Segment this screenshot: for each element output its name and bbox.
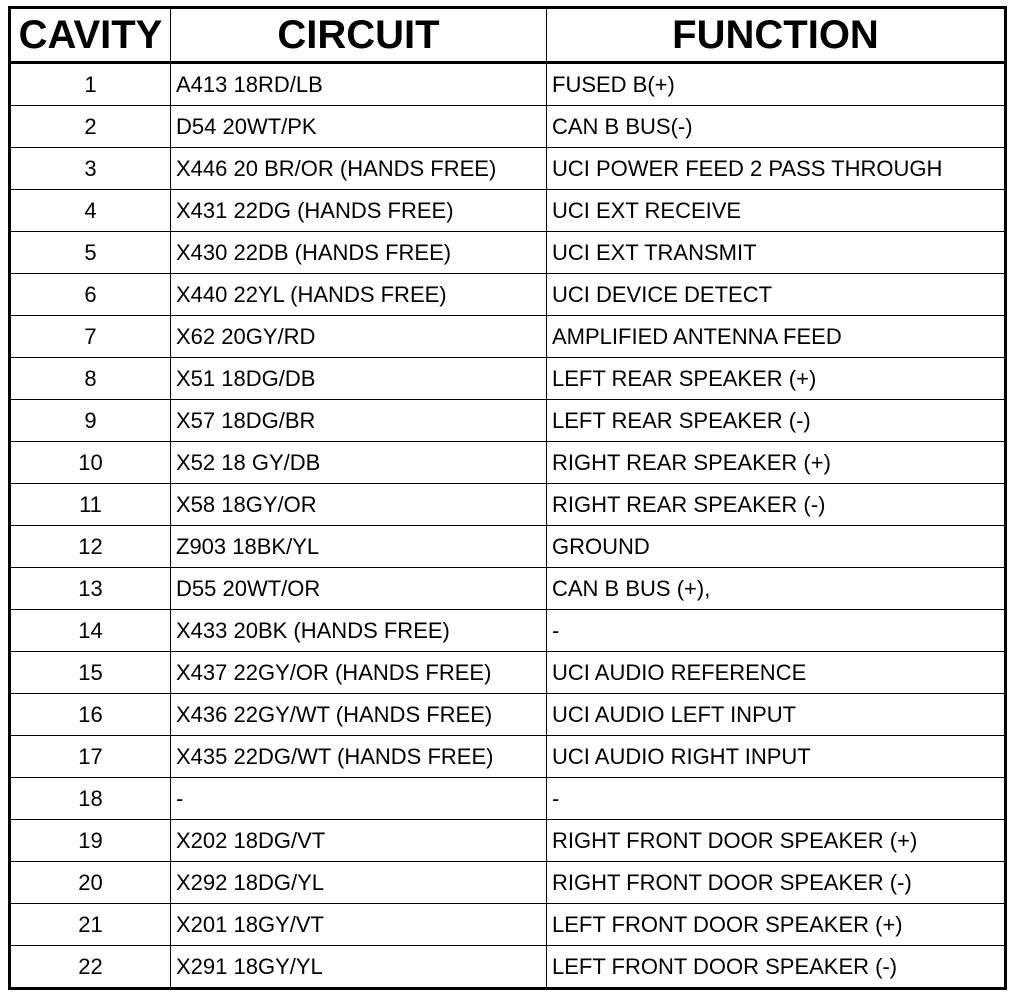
cavity-cell: 12 bbox=[10, 526, 171, 568]
cavity-cell: 9 bbox=[10, 400, 171, 442]
table-header bbox=[10, 8, 1006, 63]
cavity-cell: 3 bbox=[10, 148, 171, 190]
table-row bbox=[10, 316, 1006, 358]
function-cell: UCI AUDIO LEFT INPUT bbox=[547, 694, 1006, 736]
cavity-cell: 15 bbox=[10, 652, 171, 694]
cavity-cell: 18 bbox=[10, 778, 171, 820]
circuit-cell: X57 18DG/BR bbox=[171, 400, 547, 442]
cavity-cell: 19 bbox=[10, 820, 171, 862]
table-row bbox=[10, 694, 1006, 736]
cavity-cell: 7 bbox=[10, 316, 171, 358]
cavity-cell: 8 bbox=[10, 358, 171, 400]
circuit-cell: D54 20WT/PK bbox=[171, 106, 547, 148]
circuit-cell: X58 18GY/OR bbox=[171, 484, 547, 526]
circuit-cell: D55 20WT/OR bbox=[171, 568, 547, 610]
function-cell: LEFT FRONT DOOR SPEAKER (-) bbox=[547, 946, 1006, 989]
cavity-cell: 1 bbox=[10, 63, 171, 106]
circuit-cell: X202 18DG/VT bbox=[171, 820, 547, 862]
table-row bbox=[10, 232, 1006, 274]
function-cell: AMPLIFIED ANTENNA FEED bbox=[547, 316, 1006, 358]
table-row bbox=[10, 63, 1006, 106]
table-row bbox=[10, 442, 1006, 484]
function-cell: - bbox=[547, 610, 1006, 652]
cavity-cell: 6 bbox=[10, 274, 171, 316]
header-cavity: CAVITY bbox=[10, 8, 171, 63]
circuit-cell: X291 18GY/YL bbox=[171, 946, 547, 989]
table-row bbox=[10, 862, 1006, 904]
connector-pinout-table bbox=[8, 6, 1007, 990]
circuit-cell: X52 18 GY/DB bbox=[171, 442, 547, 484]
table-row bbox=[10, 526, 1006, 568]
circuit-cell: X292 18DG/YL bbox=[171, 862, 547, 904]
function-cell: UCI AUDIO REFERENCE bbox=[547, 652, 1006, 694]
table-row bbox=[10, 652, 1006, 694]
function-cell: UCI EXT RECEIVE bbox=[547, 190, 1006, 232]
table-row bbox=[10, 778, 1006, 820]
header-row bbox=[10, 8, 1006, 63]
cavity-cell: 4 bbox=[10, 190, 171, 232]
function-cell: RIGHT FRONT DOOR SPEAKER (+) bbox=[547, 820, 1006, 862]
circuit-cell: A413 18RD/LB bbox=[171, 63, 547, 106]
cavity-cell: 21 bbox=[10, 904, 171, 946]
circuit-cell: X51 18DG/DB bbox=[171, 358, 547, 400]
table-row bbox=[10, 736, 1006, 778]
circuit-cell: X436 22GY/WT (HANDS FREE) bbox=[171, 694, 547, 736]
circuit-cell: X201 18GY/VT bbox=[171, 904, 547, 946]
table-row bbox=[10, 946, 1006, 989]
circuit-cell: Z903 18BK/YL bbox=[171, 526, 547, 568]
function-cell: UCI DEVICE DETECT bbox=[547, 274, 1006, 316]
table-row bbox=[10, 484, 1006, 526]
circuit-cell: X437 22GY/OR (HANDS FREE) bbox=[171, 652, 547, 694]
function-cell: UCI EXT TRANSMIT bbox=[547, 232, 1006, 274]
circuit-cell: X62 20GY/RD bbox=[171, 316, 547, 358]
table-row bbox=[10, 274, 1006, 316]
table-row bbox=[10, 148, 1006, 190]
function-cell: - bbox=[547, 778, 1006, 820]
function-cell: LEFT FRONT DOOR SPEAKER (+) bbox=[547, 904, 1006, 946]
function-cell: RIGHT FRONT DOOR SPEAKER (-) bbox=[547, 862, 1006, 904]
cavity-cell: 16 bbox=[10, 694, 171, 736]
function-cell: CAN B BUS(-) bbox=[547, 106, 1006, 148]
table-row bbox=[10, 610, 1006, 652]
function-cell: FUSED B(+) bbox=[547, 63, 1006, 106]
table-body bbox=[10, 63, 1006, 989]
function-cell: RIGHT REAR SPEAKER (+) bbox=[547, 442, 1006, 484]
cavity-cell: 20 bbox=[10, 862, 171, 904]
function-cell: CAN B BUS (+), bbox=[547, 568, 1006, 610]
table-row bbox=[10, 106, 1006, 148]
function-cell: UCI AUDIO RIGHT INPUT bbox=[547, 736, 1006, 778]
cavity-cell: 11 bbox=[10, 484, 171, 526]
cavity-cell: 2 bbox=[10, 106, 171, 148]
table-row bbox=[10, 190, 1006, 232]
table-row bbox=[10, 358, 1006, 400]
table-row bbox=[10, 904, 1006, 946]
cavity-cell: 14 bbox=[10, 610, 171, 652]
header-function: FUNCTION bbox=[547, 8, 1006, 63]
circuit-cell: X431 22DG (HANDS FREE) bbox=[171, 190, 547, 232]
function-cell: LEFT REAR SPEAKER (+) bbox=[547, 358, 1006, 400]
cavity-cell: 17 bbox=[10, 736, 171, 778]
table-row bbox=[10, 400, 1006, 442]
circuit-cell: X430 22DB (HANDS FREE) bbox=[171, 232, 547, 274]
cavity-cell: 10 bbox=[10, 442, 171, 484]
circuit-cell: X440 22YL (HANDS FREE) bbox=[171, 274, 547, 316]
table-row bbox=[10, 568, 1006, 610]
circuit-cell: X433 20BK (HANDS FREE) bbox=[171, 610, 547, 652]
header-circuit: CIRCUIT bbox=[171, 8, 547, 63]
function-cell: RIGHT REAR SPEAKER (-) bbox=[547, 484, 1006, 526]
circuit-cell: X446 20 BR/OR (HANDS FREE) bbox=[171, 148, 547, 190]
circuit-cell: - bbox=[171, 778, 547, 820]
function-cell: LEFT REAR SPEAKER (-) bbox=[547, 400, 1006, 442]
cavity-cell: 13 bbox=[10, 568, 171, 610]
cavity-cell: 5 bbox=[10, 232, 171, 274]
table-row bbox=[10, 820, 1006, 862]
circuit-cell: X435 22DG/WT (HANDS FREE) bbox=[171, 736, 547, 778]
function-cell: UCI POWER FEED 2 PASS THROUGH bbox=[547, 148, 1006, 190]
function-cell: GROUND bbox=[547, 526, 1006, 568]
cavity-cell: 22 bbox=[10, 946, 171, 989]
